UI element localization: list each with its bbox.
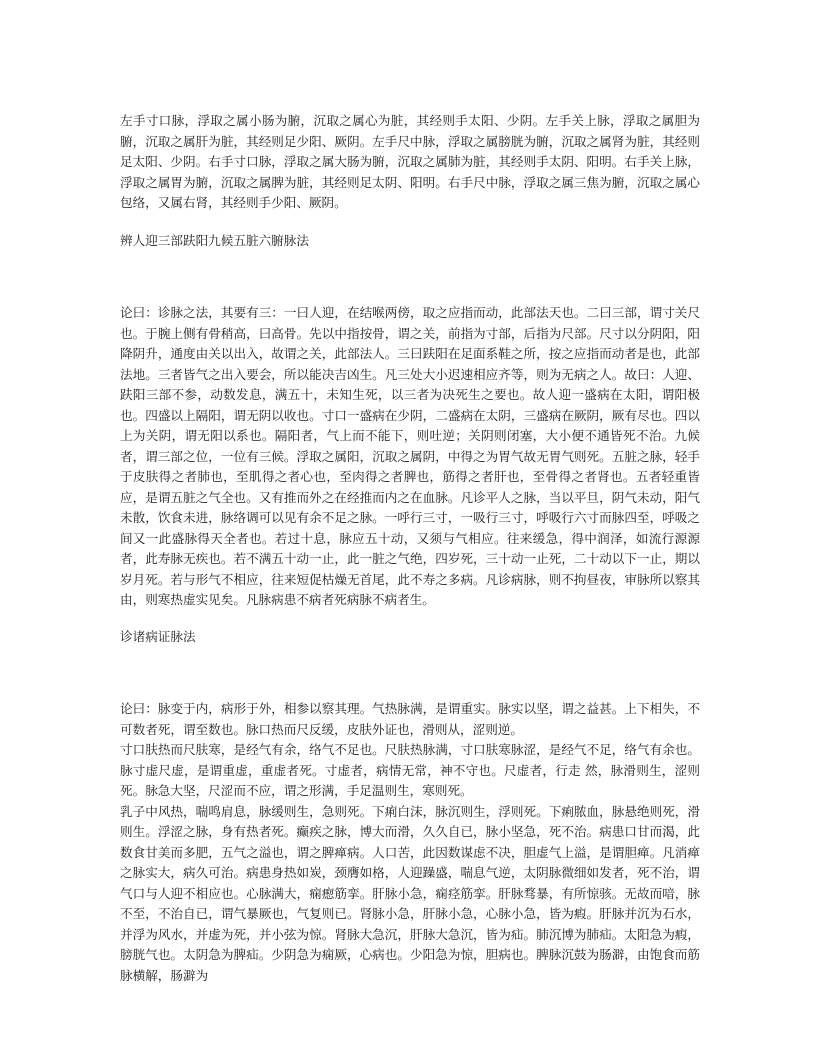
document-page [120,111,700,986]
paragraph-pulse-changes: 论曰：脉变于内，病形于外，相参以察其理。气热脉满，是谓重实。脉实以坚，谓之益甚。上下相失，不可数者死，谓至数也。脉口热而尺反缓，皮肤外证也，滑则从，涩则逆。 [120,701,700,737]
section-heading-disease-pulses: 诊诸病证脉法 [120,628,196,644]
paragraph-diagnosis-method: 论曰：诊脉之法，其要有三：一曰人迎，在结喉两傍，取之应指而动，此部法天也。二曰三部，谓寸关尺也。于腕上侧有骨稍高，曰高骨。先以中指按骨，谓之关，前指为寸部，后指为尺部。尺寸以分阴阳，阳降阴升，通度由关以出入，故谓之关，此部法人。三曰趺阳在足面系鞋之所，按之应指而动者是也，此部法地。三者皆气之出入要会，所以能决吉凶生。凡三处大小迟速相应齐等，则为无病之人。故曰：人迎、趺阳三部不参，动数发息，满五十，未知生死，以三者为决死生之要也。故人迎一盛病在太阳，谓阳极也。四盛以上隔阳，谓无阴以收也。寸口一盛病在少阴，二盛病在太阴，三盛病在厥阴，厥有尽也。四以上为关阴，谓无阳以系也。隔阳者，气上而不能下，则吐逆；关阴则闭塞，大小便不通皆死不治。九候者，谓三部之位，一位有三候。浮取之属阳，沉取之属阴，中得之为胃气故无胃气则死。五脏之脉，轻手于皮肤得之者肺也，至肌得之者心也，至肉得之者脾也，筋得之者肝也，至骨得之者肾也。五者轻重皆应，是谓五脏之气全也。又有推而外之在经推而内之在血脉。凡诊平人之脉，当以平旦，阴气未动，阳气未散，饮食未进，脉络调可以见有余不足之脉。一呼行三寸，一吸行三寸，呼吸行六寸而脉四至，呼吸之间又一此盛脉得天全者也。若过十息，脉应五十动，又须与气相应。往来缓急，得中润泽，如流行源源者，此寿脉无疾也。若不满五十动一止，此一脏之气绝，四岁死，三十动一止死，二十动以下一止，期以岁月死。若与形气不相应，往来短促枯燥无首尾，此不寿之多病。凡诊病脉，则不拘昼夜，审脉所以察其由，则寒热虚实见矣。凡脉病患不病者死病脉不病者生。 [120,305,700,607]
paragraph-disease-pulses: 乳子中风热，喘鸣肩息，脉缓则生，急则死。下痢白沫，脉沉则生，浮则死。下痢脓血，脉悬绝则死，滑则生。浮涩之脉，身有热者死。癫疾之脉，博大而滑，久久自已，脉小坚急，死不治。病患口甘而渴，此数食甘美而多肥，五气之溢也，谓之脾瘅病。人口苦，此因数谋虑不决，胆虚气上溢，是谓胆瘅。凡消瘅之脉实大，病久可治。病患身热如炭，颈膺如格，人迎躁盛，喘息气逆，太阴脉微细如发者，死不治，谓气口与人迎不相应也。心脉满大，痫瘛筋挛。肝脉小急，痫痉筋挛。肝脉骛暴，有所惊骇。无故而喑，脉不至，不治自已，谓气暴厥也，气复则已。肾脉小急，肝脉小急，心脉小急，皆为瘕。肝脉并沉为石水，并浮为风水，并虚为死，并小弦为惊。肾脉大急沉，肝脉大急沉，皆为疝。肺沉博为肺疝。太阳急为瘕，膀胱气也。太阴急为脾疝。少阴急为痫厥，心病也。少阳急为惊，胆病也。脾脉沉鼓为肠澼，由饱食而筋脉横解，肠澼为 [120,803,700,983]
paragraph-cunkou-skin: 寸口肤热而尺肤寒，是经气有余，络气不足也。尺肤热脉满，寸口肤寒脉涩，是经气不足，络气有余也。脉寸虚尺虚，是谓重虚，重虚者死。寸虚者，病情无常，神不守也。尺虚者，行走 然，脉滑则生，涩则死。脉急大坚，尺涩而不应，谓之形满，手足温则生，寒则死。 [120,742,700,798]
section-heading-three-parts: 辨人迎三部趺阳九候五脏六腑脉法 [120,232,309,248]
paragraph-pulse-organ-mapping: 左手寸口脉，浮取之属小肠为腑，沉取之属心为脏，其经则手太阳、少阴。左手关上脉，浮取之属胆为腑，沉取之属肝为脏，其经则足少阳、厥阴。左手尺中脉，浮取之属膀胱为腑，沉取之属肾为脏，其经则足太阳、少阴。右手寸口脉，浮取之属大肠为腑，沉取之属肺为脏，其经则手太阴、阳明。右手关上脉，浮取之属胃为腑，沉取之属脾为脏，其经则足太阴、阳明。右手尺中脉，浮取之属三焦为腑，沉取之属心包络，又属右肾，其经则手少阳、厥阴。 [120,113,700,210]
